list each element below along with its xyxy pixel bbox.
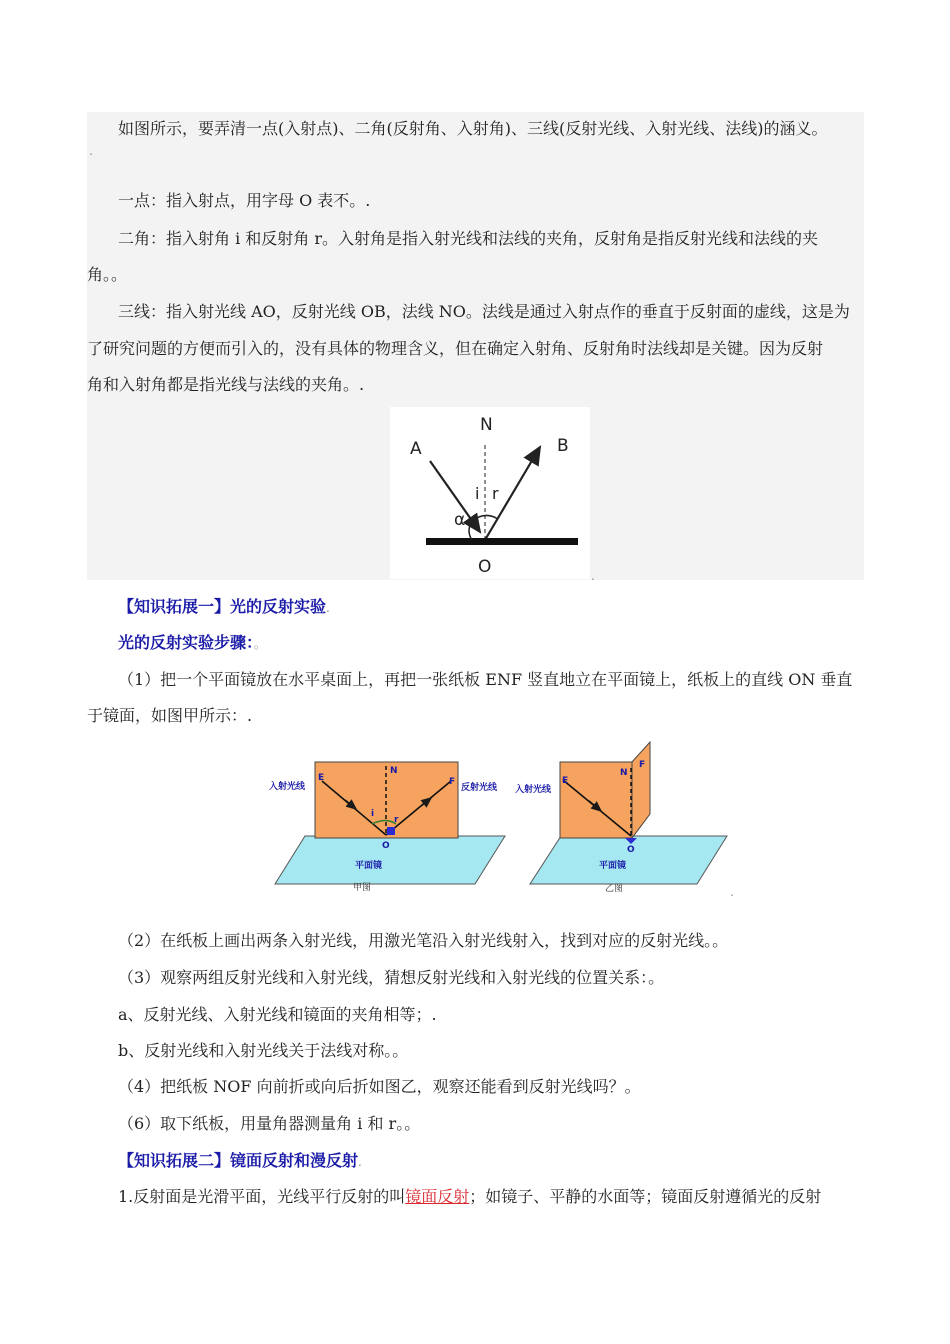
left-N-label: N xyxy=(390,766,398,776)
mirror-surface xyxy=(426,538,578,545)
lines-definition-line2: 了研究问题的方便而引入的，没有具体的物理含义，但在确定入射角、反射角时法线却是关键。因为反射 xyxy=(87,339,824,358)
right-caption: 乙图 xyxy=(605,884,624,894)
steps-title: 光的反射实验步骤： xyxy=(118,633,255,652)
step4: （4）把纸板 NOF 向前折或向后折如图乙，观察还能看到反射光线吗？。 xyxy=(118,1077,641,1096)
last-line-suffix: ；如镜子、平静的水面等；镜面反射遵循光的反射 xyxy=(469,1187,822,1206)
item-b: b、反射光线和入射光线关于法线对称。。 xyxy=(118,1041,409,1060)
right-E-label: E xyxy=(562,776,569,786)
right-mirror-plane xyxy=(530,836,727,884)
extension1-mark: . xyxy=(326,601,330,615)
left-incident-label: 入射光线 xyxy=(269,782,306,792)
right-O-label: O xyxy=(627,845,635,855)
left-mirror-plane xyxy=(275,836,505,884)
lines-definition-line3: 角和入射角都是指光线与法线的夹角。. xyxy=(87,375,365,394)
angle-arc-alpha xyxy=(469,521,472,540)
last-line xyxy=(118,1187,821,1207)
experiment-diagrams xyxy=(265,738,735,898)
item-a: a、反射光线、入射光线和镜面的夹角相等；. xyxy=(118,1005,437,1024)
point-definition: 一点：指入射点，用字母 O 表不。. xyxy=(118,191,371,210)
left-caption: 甲图 xyxy=(353,883,372,893)
extension1-title: 【知识拓展一】光的反射实验 xyxy=(118,597,327,616)
right-incident-label: 入射光线 xyxy=(515,785,552,795)
steps-mark: 。 xyxy=(254,637,267,651)
lines-definition-line1: 三线：指入射光线 AO，反射光线 OB，法线 NO。法线是通过入射点作的垂直于反射面的虚线，这是为 xyxy=(118,302,850,321)
step3: （3）观察两组反射光线和入射光线，猜想反射光线和入射光线的位置关系：。 xyxy=(118,968,665,987)
step1-line2: 于镜面，如图甲所示：. xyxy=(87,706,253,725)
label-i: i xyxy=(475,484,480,503)
right-N-label: N xyxy=(620,768,628,778)
label-A: A xyxy=(410,439,422,459)
step6: （6）取下纸板，用量角器测量角 i 和 r。。 xyxy=(118,1114,421,1133)
label-alpha: α xyxy=(454,510,466,530)
reflection-diagram xyxy=(390,407,590,579)
last-line-prefix: 1.反射面是光滑平面，光线平行反射的叫 xyxy=(118,1187,406,1206)
left-E-label: E xyxy=(318,773,325,783)
right-mirror-label: 平面镜 xyxy=(599,861,627,871)
label-N: N xyxy=(480,415,493,435)
figure2-mark: . xyxy=(730,885,734,899)
intro-paragraph: 如图所示，要弄清一点(入射点)、二角(反射角、入射角)、三线(反射光线、入射光线、法线)的涵义。 xyxy=(118,119,828,138)
label-B: B xyxy=(557,436,569,456)
extension2-mark: . xyxy=(358,1155,362,1169)
right-F-label: F xyxy=(639,760,646,770)
specular-reflection-term: 镜面反射 xyxy=(405,1187,470,1206)
left-right-angle xyxy=(387,827,395,835)
left-i-label: i xyxy=(371,809,375,819)
label-O: O xyxy=(478,557,492,577)
left-F-label: F xyxy=(449,777,456,787)
label-r: r xyxy=(492,484,499,503)
paragraph-mark: . xyxy=(89,144,93,158)
angle-definition-line1: 二角：指入射角 i 和反射角 r。入射角是指入射光线和法线的夹角，反射角是指反射光线和法线的夹 xyxy=(118,229,819,248)
right-folded-flap xyxy=(632,742,650,838)
figure1-mark: . xyxy=(591,569,595,583)
left-mirror-label: 平面镜 xyxy=(355,861,383,871)
left-r-label: r xyxy=(394,815,399,825)
step1-line1: （1）把一个平面镜放在水平桌面上，再把一张纸板 ENF 竖直地立在平面镜上，纸板上的直线 ON 垂直 xyxy=(118,670,853,689)
step2: （2）在纸板上画出两条入射光线，用激光笔沿入射光线射入，找到对应的反射光线。。 xyxy=(118,931,729,950)
angle-definition-line2: 角。。 xyxy=(87,265,128,284)
left-O-label: O xyxy=(382,841,390,851)
extension2-title: 【知识拓展二】镜面反射和漫反射 xyxy=(118,1151,359,1170)
left-reflect-label: 反射光线 xyxy=(461,783,498,793)
